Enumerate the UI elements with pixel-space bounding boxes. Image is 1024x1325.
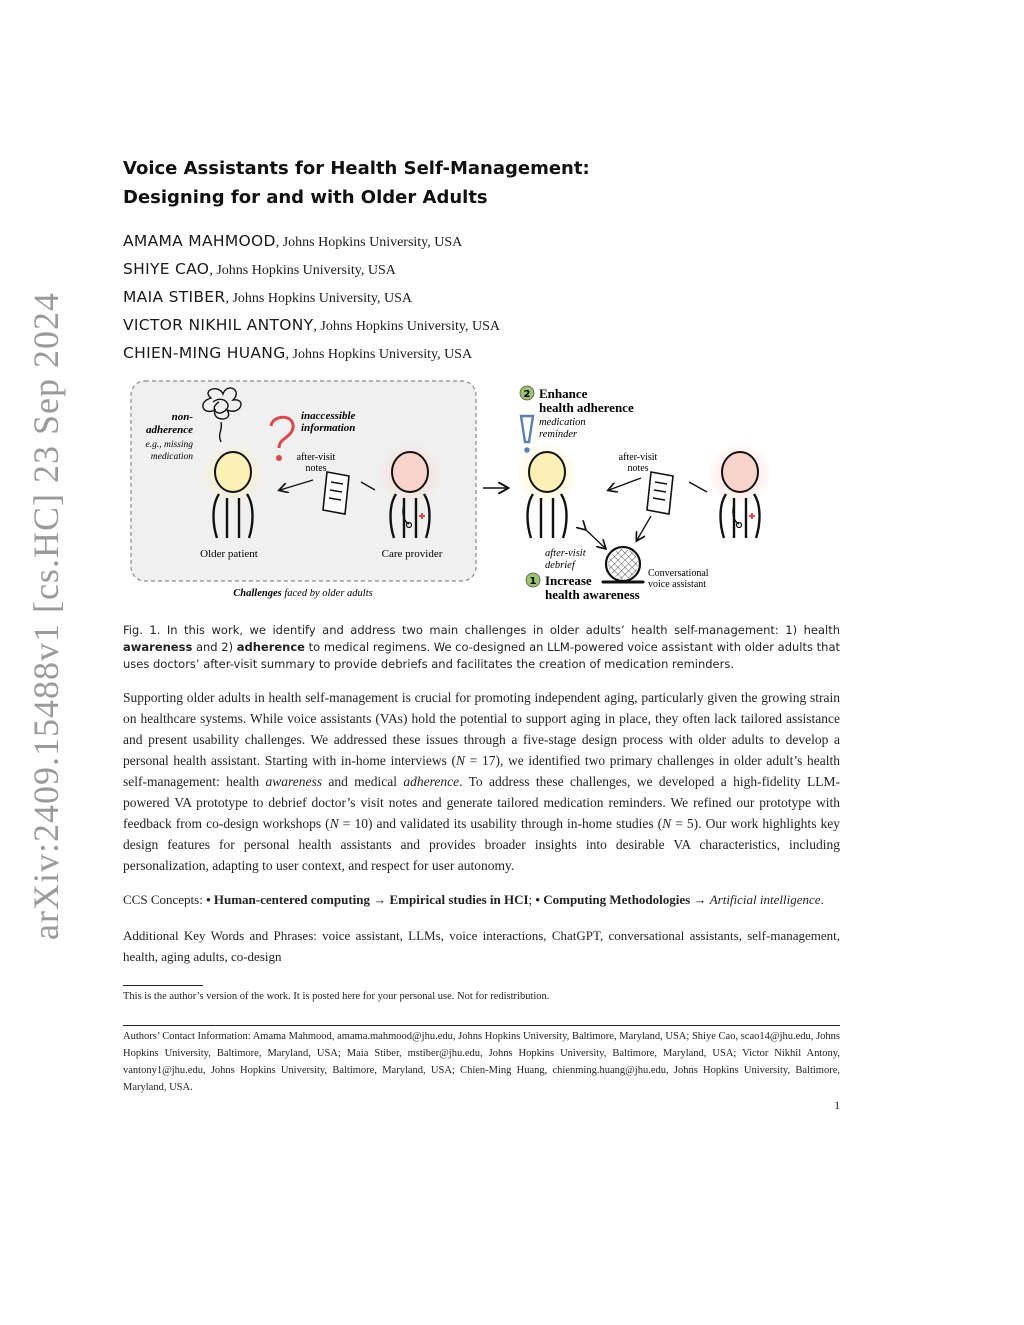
abstract-text: Supporting older adults in health self-management is crucial for promoting independent aging, particularly given the growing strain on healthcare systems. While voice assistants (VAs) hold the potential to support aging in place, they often lack tailored assistance and present usability challenges. We addressed these issues through a five-stage design process with older adults to develop a personal health assistant. Starting with in-home interviews ( xyxy=(123,690,840,768)
care-provider-label: Care provider xyxy=(381,548,443,560)
challenges-caption-bold: Challenges xyxy=(233,588,282,599)
abstract-text: . To address these challenges, we developed a high-fidelity LLM-powered VA prototype to debrief doctor’s visit notes and generate tailored medication reminders. We refined our prototype with feedback from co-design workshops ( xyxy=(123,774,840,831)
caption-text: to medical regimens. We co-designed an LLM-powered voice assistant with older adults that uses doctors’ after-visit summary to provide debriefs and facilitates the creation of medication reminders. xyxy=(123,640,841,671)
caption-bold: adherence xyxy=(236,640,305,654)
author xyxy=(123,340,500,368)
conversational-label-2: voice assistant xyxy=(648,579,707,590)
badge-2-number: 2 xyxy=(523,389,531,400)
inaccessible-label-2: information xyxy=(301,422,356,434)
assistant-patient-arrow xyxy=(585,529,605,548)
enhance-label-2: health adherence xyxy=(539,400,634,415)
author xyxy=(123,256,500,284)
author-name: MAIA STIBER xyxy=(123,288,226,306)
care-provider-figure-right xyxy=(708,442,772,538)
ccs-term: • Computing Methodologies xyxy=(535,892,691,907)
eg-missing-label-1: e.g., missing xyxy=(145,440,193,450)
increase-label-1: Increase xyxy=(545,573,592,588)
notes-document-icon-right xyxy=(647,472,673,514)
abstract-italic: adherence xyxy=(403,774,460,789)
contact-info: Authors’ Contact Information: Amama Mahmood, amama.mahmood@jhu.edu, Johns Hopkins University, Baltimore, Maryland, USA; Shiye Cao, scao14@jhu.edu, Johns Hopkins University, Baltimore, Maryland, USA; Maia Stiber, mstiber@jhu.edu, Johns Hopkins University, Baltimore, Maryland, USA; Victor Nikhil Antony, vantony1@jhu.edu, Johns Hopkins University, Baltimore, Maryland, USA; Chien-Ming Huang, chienming.huang@jhu.edu, Johns Hopkins University, Baltimore, Maryland, USA. xyxy=(123,1031,840,1093)
medication-reminder-label-1: medication xyxy=(539,417,586,428)
ccs-term: • Human-centered computing xyxy=(206,892,370,907)
eg-missing-label-2: medication xyxy=(150,452,193,462)
conversational-label-1: Conversational xyxy=(648,568,709,579)
after-visit-notes-label-2: notes xyxy=(305,463,327,474)
after-visit-notes-right-label-1: after-visit xyxy=(618,452,658,463)
debrief-label-2: debrief xyxy=(545,560,575,571)
notes-document-icon xyxy=(323,472,349,514)
ccs-sep: ; xyxy=(528,892,536,907)
footnote: This is the author’s version of the work. It is posted here for your personal use. Not for redistribution. xyxy=(123,991,550,1002)
enhance-label-1: Enhance xyxy=(539,386,588,401)
paper-title xyxy=(123,154,823,212)
after-visit-notes-right-label-2: notes xyxy=(627,463,649,474)
author-name: SHIYE CAO xyxy=(123,260,210,278)
figure-1 xyxy=(123,376,843,608)
title-line-1: Voice Assistants for Health Self-Management: xyxy=(123,158,590,179)
ccs-arrow-2: → xyxy=(690,892,710,907)
author-affiliation: , Johns Hopkins University, USA xyxy=(209,263,396,278)
non-adherence-label-2: adherence xyxy=(145,424,193,436)
caption-bold: awareness xyxy=(123,640,193,654)
arxiv-stamp: arXiv:2409.15488v1 [cs.HC] 23 Sep 2024 xyxy=(26,292,66,940)
author-list xyxy=(123,228,500,368)
abstract-var: N xyxy=(329,816,339,831)
abstract xyxy=(123,687,840,876)
footnote-rule xyxy=(123,985,203,986)
older-patient-label: Older patient xyxy=(200,548,258,560)
medication-reminder-label-2: reminder xyxy=(539,429,578,440)
ccs-term: Empirical studies in HCI xyxy=(389,892,529,907)
title-line-2: Designing for and with Older Adults xyxy=(123,187,488,208)
question-dot xyxy=(276,455,282,461)
contact-rule xyxy=(123,1025,840,1026)
debrief-label-1: after-visit xyxy=(545,548,586,559)
author xyxy=(123,284,500,312)
challenges-caption xyxy=(233,588,372,599)
caption-text: Fig. 1. In this work, we identify and address two main challenges in older adults’ health self-management: 1) health xyxy=(123,623,840,637)
voice-assistant-icon xyxy=(603,547,643,582)
abstract-var: N xyxy=(456,753,466,768)
abstract-text: = 17), we identified two primary challenges in older adult’s health self-management: health xyxy=(123,753,841,789)
abstract-text: = 10) and validated its usability through in-home studies ( xyxy=(338,816,663,831)
abstract-var: N xyxy=(662,816,672,831)
non-adherence-label-1: non- xyxy=(171,411,193,423)
increase-label-2: health awareness xyxy=(545,587,640,602)
ccs-arrow: → xyxy=(370,892,390,907)
inaccessible-label-1: inaccessible xyxy=(301,410,356,422)
abstract-text: = 5). Our work highlights key design features for personal health assistants and provides broader insights into desirable VA characteristics, including personalization, adapting to user context, and respect for user autonomy. xyxy=(123,816,840,873)
author xyxy=(123,312,500,340)
ccs-term-italic: Artificial intelligence xyxy=(709,892,821,907)
author-name: CHIEN-MING HUANG xyxy=(123,344,286,362)
ccs-concepts xyxy=(123,889,840,910)
caption-text: and 2) xyxy=(192,640,237,654)
author-affiliation: , Johns Hopkins University, USA xyxy=(225,291,412,306)
author-name: VICTOR NIKHIL ANTONY xyxy=(123,316,314,334)
figure-caption xyxy=(123,622,840,673)
author-affiliation: , Johns Hopkins University, USA xyxy=(275,235,463,250)
page-number: 1 xyxy=(834,1100,840,1112)
keywords: Additional Key Words and Phrases: voice assistant, LLMs, voice interactions, ChatGPT, conversational assistants, self-management, health, aging adults, co-design xyxy=(123,928,840,964)
author-affiliation: , Johns Hopkins University, USA xyxy=(285,347,473,362)
badge-1-number: 1 xyxy=(529,576,537,587)
ccs-end: . xyxy=(820,892,824,907)
notes-to-assistant-arrow xyxy=(637,516,651,540)
author-name: AMAMA MAHMOOD xyxy=(123,232,276,250)
notes-to-patient-arrow-right xyxy=(609,478,641,490)
author-affiliation: , Johns Hopkins University, USA xyxy=(313,319,500,334)
provider-to-notes-line-right xyxy=(689,482,707,492)
after-visit-notes-label-1: after-visit xyxy=(296,452,336,463)
abstract-text: and medical xyxy=(321,774,404,789)
author xyxy=(123,228,500,256)
ccs-label: CCS Concepts: xyxy=(123,892,207,907)
abstract-italic: awareness xyxy=(265,774,322,789)
challenges-caption-rest: faced by older adults xyxy=(281,588,373,599)
older-patient-figure-right xyxy=(515,442,579,538)
